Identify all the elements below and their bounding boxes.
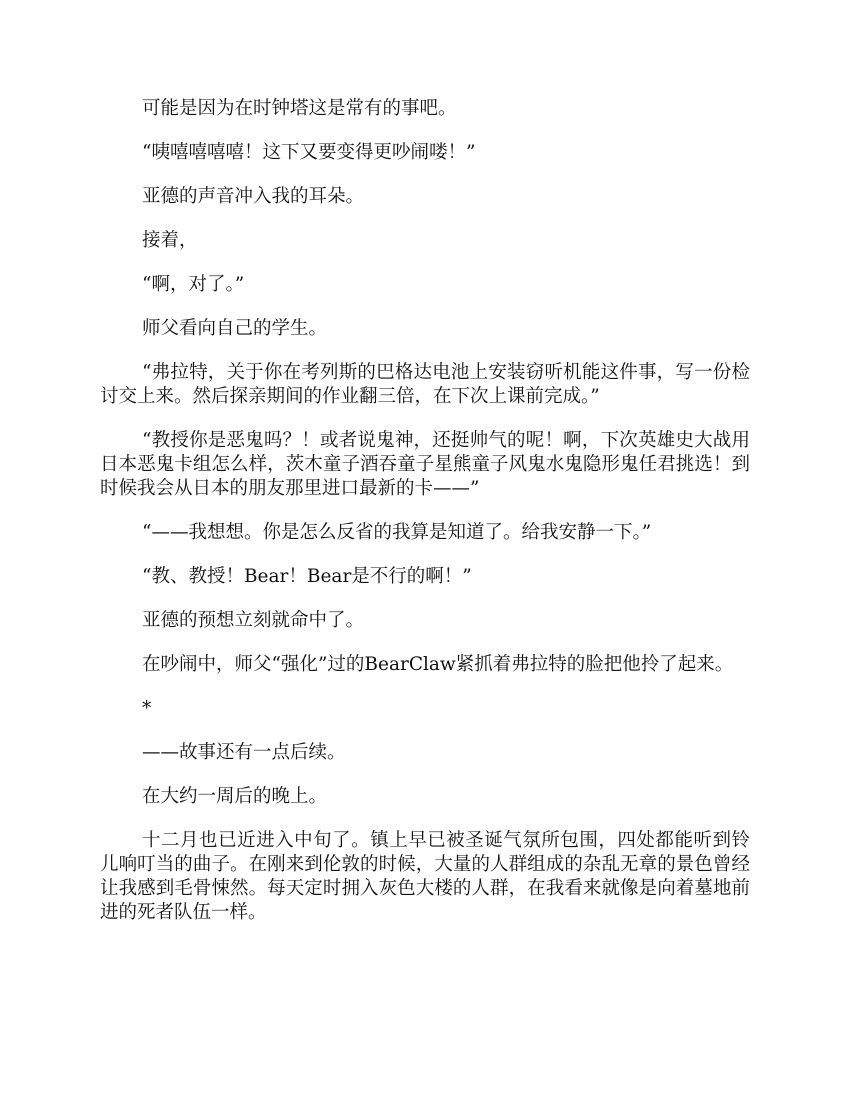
paragraph: “教授你是恶鬼吗？！或者说鬼神，还挺帅气的呢！啊，下次英雄史大战用日本恶鬼卡组怎么样，茨木童子酒吞童子星熊童子风鬼水鬼隐形鬼任君挑选！到时候我会从日本的朋友那里进口最新的卡——”: [100, 430, 750, 499]
paragraph: 师父看向自己的学生。: [142, 318, 328, 339]
paragraph: “教、教授！Bear！Bear是不行的啊！”: [142, 566, 472, 587]
paragraph: 接着，: [142, 230, 198, 251]
paragraph: 在大约一周后的晚上。: [142, 786, 328, 807]
paragraph: ——故事还有一点后续。: [142, 742, 346, 763]
paragraph: 可能是因为在时钟塔这是常有的事吧。: [142, 98, 457, 119]
paragraph: 亚德的声音冲入我的耳朵。: [142, 186, 365, 207]
paragraph: “啊，对了。”: [142, 274, 245, 295]
paragraph: “弗拉特，关于你在考列斯的巴格达电池上安装窃听机能这件事，写一份检讨交上来。然后探亲期间的作业翻三倍，在下次上课前完成。”: [100, 362, 750, 407]
paragraph: “咦嘻嘻嘻嘻！这下又要变得更吵闹喽！”: [142, 142, 476, 163]
paragraph: 亚德的预想立刻就命中了。: [142, 610, 365, 631]
paragraph: 在吵闹中，师父“强化”过的BearClaw紧抓着弗拉特的脸把他拎了起来。: [142, 654, 734, 675]
paragraph: “——我想想。你是怎么反省的我算是知道了。给我安静一下。”: [142, 522, 652, 543]
document-page: [100, 97, 750, 945]
paragraph: 十二月也已近进入中旬了。镇上早已被圣诞气氛所包围，四处都能听到铃儿响叮当的曲子。在刚来到伦敦的时候，大量的人群组成的杂乱无章的景色曾经让我感到毛骨悚然。每天定时拥入灰色大楼的人群，在我看来就像是向着墓地前进的死者队伍一样。: [100, 830, 750, 923]
section-break: *: [142, 698, 152, 719]
